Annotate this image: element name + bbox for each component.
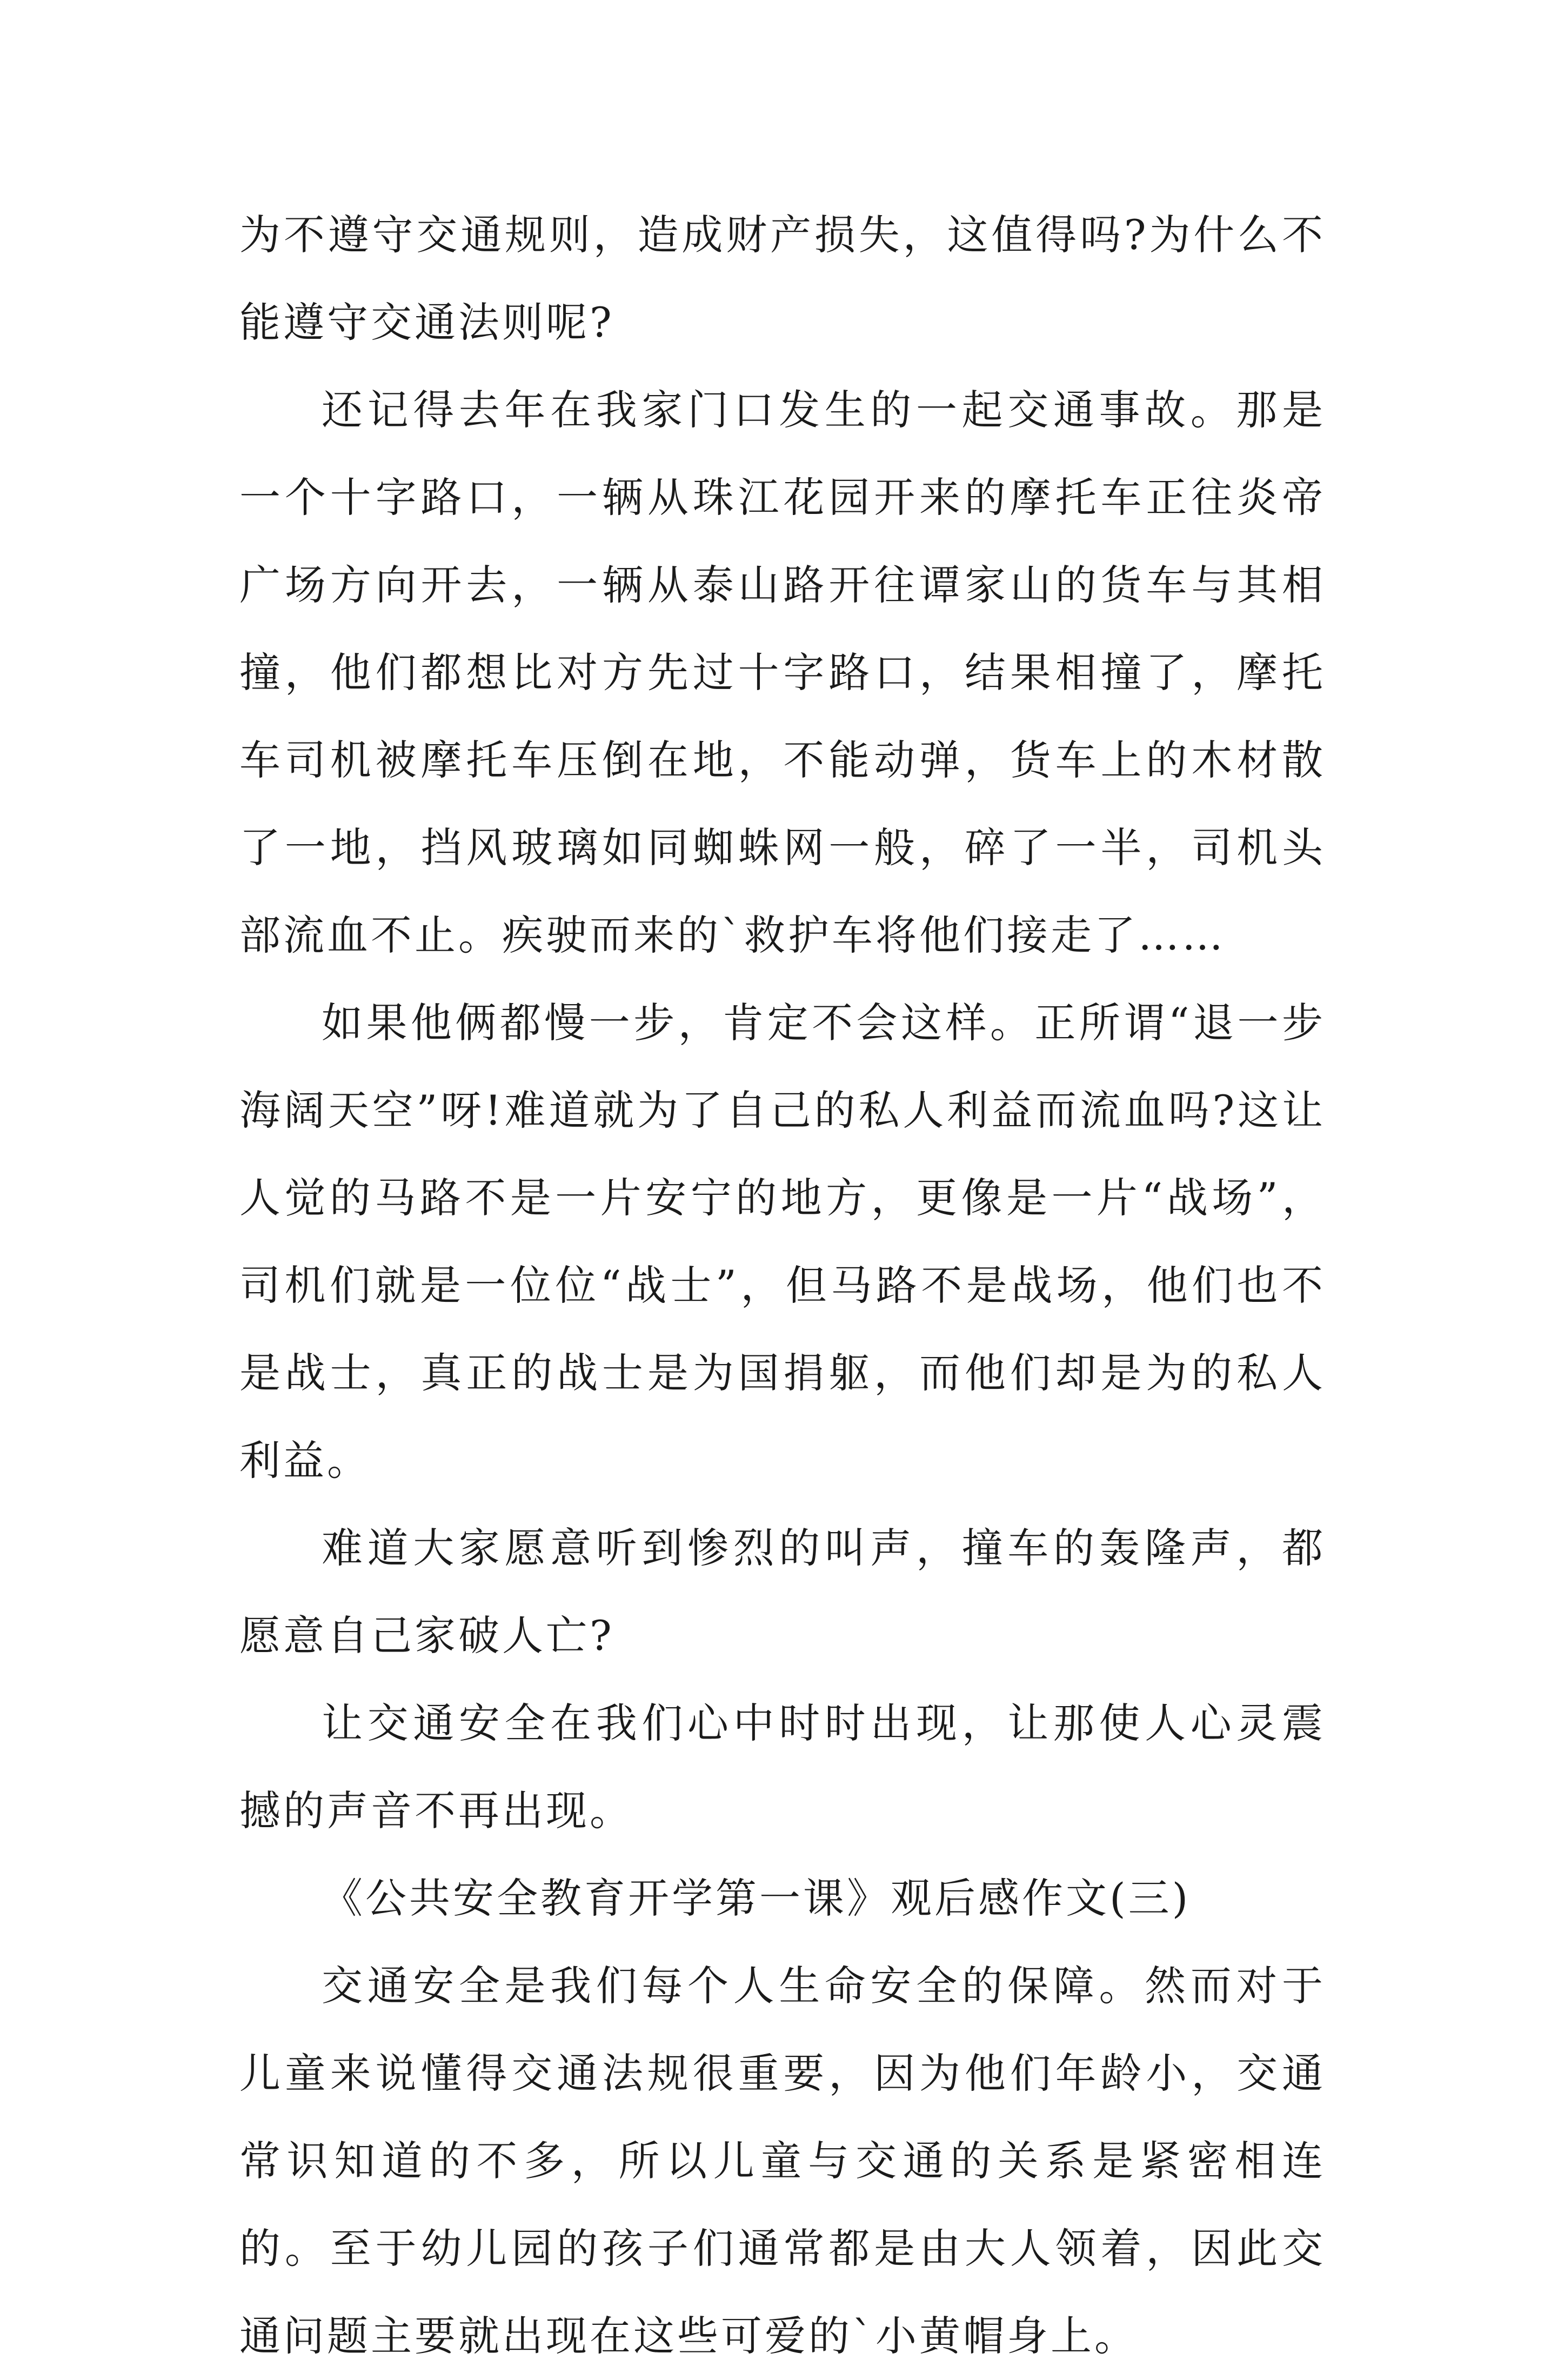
document-body [239, 191, 1326, 2380]
paragraph-6: 交通安全是我们每个人生命安全的保障。然而对于儿童来说懂得交通法规很重要，因为他们年龄小，交通常识知道的不多，所以儿童与交通的关系是紧密相连的。至于幼儿园的孩子们通常都是由大人领着，因此交通问题主要就出现在这些可爱的`小黄帽身上。 [239, 1962, 1326, 2360]
paragraph-2: 还记得去年在我家门口发生的一起交通事故。那是一个十字路口，一辆从珠江花园开来的摩托车正往炎帝广场方向开去，一辆从泰山路开往谭家山的货车与其相撞，他们都想比对方先过十字路口，结果相撞了，摩托车司机被摩托车压倒在地，不能动弹，货车上的木材散了一地，挡风玻璃如同蜘蛛网一般，碎了一半，司机头部流血不止。疾驶而来的`救护车将他们接走了…… [239, 386, 1326, 959]
paragraph-5: 让交通安全在我们心中时时出现，让那使人心灵震撼的声音不再出现。 [239, 1699, 1326, 1835]
paragraph-1: 为不遵守交通规则，造成财产损失，这值得吗?为什么不能遵守交通法则呢? [239, 211, 1326, 346]
section-heading: 《公共安全教育开学第一课》观后感作文(三) [322, 1874, 1191, 1922]
paragraph-4: 难道大家愿意听到惨烈的叫声，撞车的轰隆声，都愿意自己家破人亡? [239, 1524, 1326, 1660]
paragraph-3: 如果他俩都慢一步，肯定不会这样。正所谓“退一步海阔天空”呀!难道就为了自己的私人利益而流血吗?这让人觉的马路不是一片安宁的地方，更像是一片“战场”，司机们就是一位位“战士”，但马路不是战场，他们也不是战士，真正的战士是为国捐躯，而他们却是为的私人利益。 [239, 999, 1326, 1485]
